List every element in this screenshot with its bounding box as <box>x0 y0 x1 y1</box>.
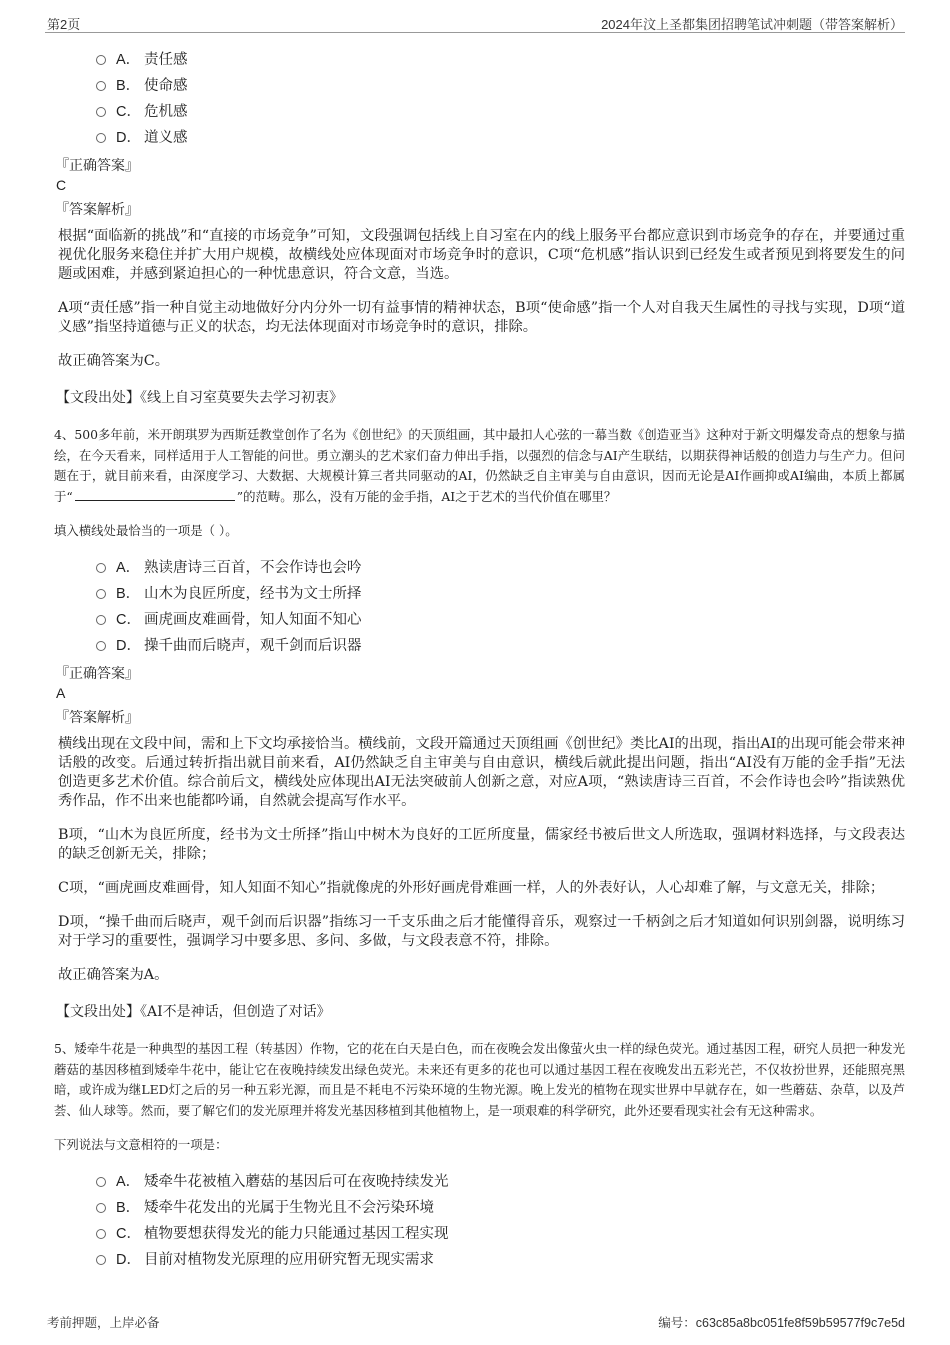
radio-icon[interactable] <box>96 563 106 573</box>
q4-option-b[interactable]: B． 山木为良匠所度，经书为文士所择 <box>96 579 905 605</box>
q4-option-d[interactable]: D． 操千曲而后晓声，观千剑而后识器 <box>96 631 905 657</box>
q4-source: 【文段出处】《AI不是神话，但创造了对话》 <box>56 1004 331 1020</box>
q4-analysis-paragraph: D项，“操千曲而后晓声，观千剑而后识器”指练习一千支乐曲之后才能懂得音乐，观察过一千柄剑之后才知道如何识别剑器，说明练习对于学习的重要性，强调学习中要多思、多问、多做，与文段表意不符，排除。 <box>58 914 905 949</box>
radio-icon[interactable] <box>96 1229 106 1239</box>
q3-option-b[interactable]: B． 使命感 <box>96 71 905 97</box>
radio-icon[interactable] <box>96 1177 106 1187</box>
q3-analysis-paragraph: A项“责任感”指一种自觉主动地做好分内分外一切有益事情的精神状态，B项“使命感”指一个人对自我天生属性的寻找与实现，D项“道义感”指坚持道德与正义的状态，均无法体现面对市场竞争时的意识，排除。 <box>58 300 905 335</box>
q5-text: 5、矮牵牛花是一种典型的基因工程（转基因）作物，它的花在白天是白色，而在夜晚会发出像萤火虫一样的绿色荧光。通过基因工程，研究人员把一种发光蘑菇的基因移植到矮牵牛花中，能让它在夜晚持续发出绿色荧光。未来还有更多的花也可以通过基因工程在夜晚发出五彩光芒，不仅妆扮世界，还能照亮黑暗，或许成为继LED灯之后的另一种五彩光源，而且是不耗电不污染环境的生物光源。晚上发光的植物在现实世界中早就存在，如一些蘑菇、杂草，以及芦荟、仙人球等。然而，要了解它们的发光原理并将发光基因移植到其他植物上，是一项艰难的科学研究，此外还要看现实社会有无这种需求。 <box>54 1041 905 1118</box>
q4-option-a[interactable]: A． 熟读唐诗三百首，不会作诗也会吟 <box>96 553 905 579</box>
q4-analysis-conclusion: 故正确答案为A。 <box>58 967 169 983</box>
page-number: 第2页 <box>47 17 81 32</box>
q4-answer-label: 『正确答案』 <box>55 666 139 682</box>
radio-icon[interactable] <box>96 133 106 143</box>
radio-icon[interactable] <box>96 1203 106 1213</box>
radio-icon[interactable] <box>96 589 106 599</box>
radio-icon[interactable] <box>96 81 106 91</box>
document-code: 编号：c63c85a8bc051fe8f59b59577f9c7e5d <box>658 1316 905 1330</box>
q3-analysis-label: 『答案解析』 <box>55 202 139 218</box>
q5-option-a[interactable]: A． 矮牵牛花被植入蘑菇的基因后可在夜晚持续发光 <box>96 1167 905 1193</box>
document-title: 2024年汶上圣都集团招聘笔试冲刺题（带答案解析） <box>601 17 903 32</box>
q4-analysis-paragraph: 横线出现在文段中间，需和上下文均承接恰当。横线前，文段开篇通过天顶组画《创世纪》类比AI的出现，指出AI的出现可能会带来神话般的改变。后通过转折指出就目前来看，AI仍然缺乏自主审美与自由意识，横线后就此提出问题，指出“AI没有万能的金手指”无法创造更多艺术价值。综合前后文，横线处应体现出AI无法突破前人创新之意，对应A项，“熟读唐诗三百首，不会作诗也会吟”指读熟优秀作品，作不出来也能都吟诵，自然就会提高写作水平。 <box>58 736 905 809</box>
radio-icon[interactable] <box>96 107 106 117</box>
q4-text: 4、500多年前，米开朗琪罗为西斯廷教堂创作了名为《创世纪》的天顶组画，其中最扣人心弦的一幕当数《创造亚当》这种对于新文明爆发奇点的想象与描绘，在今天看来，同样适用于人工智能的问世。勇立潮头的艺术家们奋力伸出手指，以强烈的信念与AI产生联结，以期获得神话般的创造力与生产力。但问题在于，就目前来看，由深度学习、大数据、大规模计算三者共同驱动的AI，仍然缺乏自主审美与自由意识，因而无论是AI作画抑或AI编曲，本质上都属于“ ”的范畴。那么，没有万能的金手指，AI之于艺术的当代价值在哪里？ <box>54 427 905 504</box>
q3-option-a[interactable]: A． 责任感 <box>96 45 905 71</box>
radio-icon[interactable] <box>96 55 106 65</box>
q3-analysis-paragraph: 根据“面临新的挑战”和“直接的市场竞争”可知，文段强调包括线上自习室在内的线上服务平台都应意识到市场竞争的存在，并要通过重视优化服务来稳住并扩大用户规模，故横线处应体现面对市场竞争时的意识，C项“危机感”指认识到已经发生或者预见到将要发生的问题或困难，并感到紧迫担心的一种忧患意识，符合文意，当选。 <box>58 228 905 282</box>
q5-option-d[interactable]: D． 目前对植物发光原理的应用研究暂无现实需求 <box>96 1245 905 1271</box>
footer-slogan: 考前押题，上岸必备 <box>47 1315 160 1330</box>
q4-prompt: 填入横线处最恰当的一项是（ ）。 <box>54 523 238 538</box>
q4-analysis-paragraph: C项，“画虎画皮难画骨，知人知面不知心”指就像虎的外形好画虎骨难画一样，人的外表好认，人心却难了解，与文意无关，排除； <box>58 880 885 896</box>
q3-option-d[interactable]: D． 道义感 <box>96 123 905 149</box>
q4-option-c[interactable]: C． 画虎画皮难画骨，知人知面不知心 <box>96 605 905 631</box>
radio-icon[interactable] <box>96 641 106 651</box>
q5-options <box>96 1167 905 1271</box>
q4-answer: A <box>56 685 66 701</box>
q3-answer: C <box>56 177 67 193</box>
fill-blank <box>75 488 235 501</box>
q3-source: 【文段出处】《线上自习室莫要失去学习初衷》 <box>56 390 343 406</box>
q5-option-c[interactable]: C． 植物要想获得发光的能力只能通过基因工程实现 <box>96 1219 905 1245</box>
page-header <box>45 12 905 33</box>
page-content <box>55 45 905 1271</box>
q4-analysis-label: 『答案解析』 <box>55 710 139 726</box>
q4-options <box>96 553 905 657</box>
q3-options <box>96 45 905 149</box>
q3-option-c[interactable]: C． 危机感 <box>96 97 905 123</box>
q3-answer-label: 『正确答案』 <box>55 158 139 174</box>
q5-option-b[interactable]: B． 矮牵牛花发出的光属于生物光且不会污染环境 <box>96 1193 905 1219</box>
q3-analysis-conclusion: 故正确答案为C。 <box>58 353 170 369</box>
q5-prompt: 下列说法与文意相符的一项是： <box>54 1137 228 1152</box>
radio-icon[interactable] <box>96 1255 106 1265</box>
radio-icon[interactable] <box>96 615 106 625</box>
q4-analysis-paragraph: B项，“山木为良匠所度，经书为文士所择”指山中树木为良好的工匠所度量，儒家经书被后世文人所选取，强调材料选择，与文段表达的缺乏创新无关，排除； <box>58 827 905 862</box>
